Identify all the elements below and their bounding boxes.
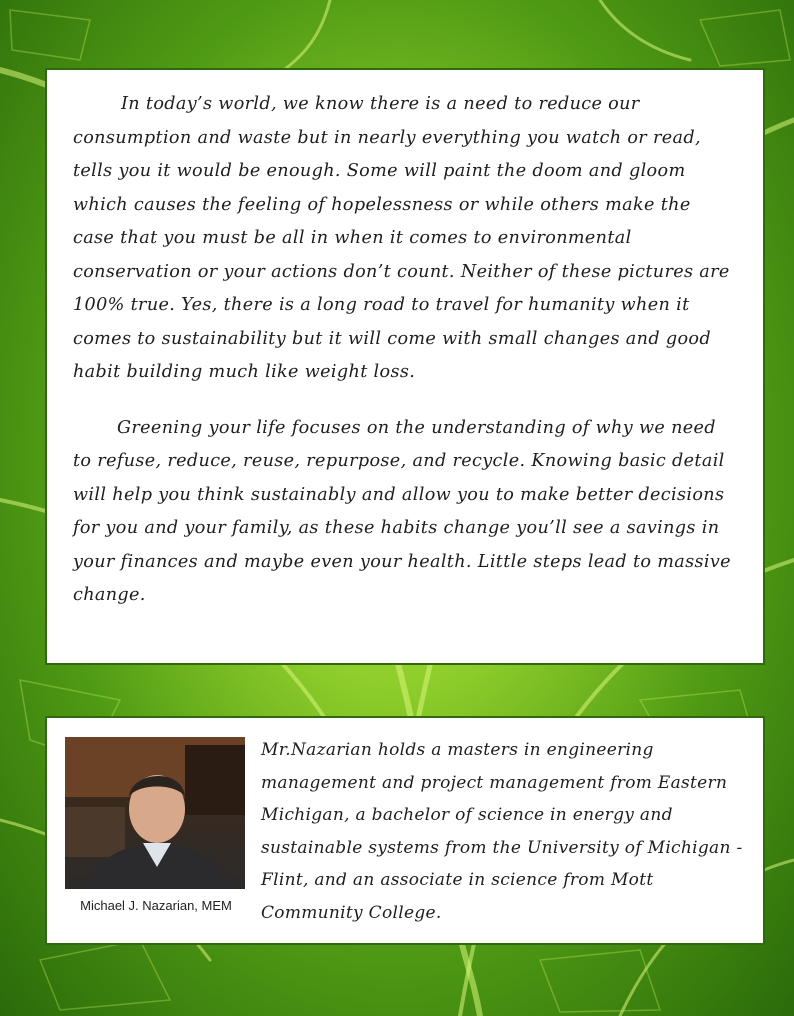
intro-paragraph: Greening your life focuses on the understanding of why we need to refuse, reduce, reuse, repurpose, and recycle. Knowing basic detail will help you think sustainably and allow you to make better decisions for you and your family, as these habits change you’ll see a savings in your finances and maybe even your health. Little steps lead to massive change. <box>73 417 731 605</box>
author-bio-card <box>45 716 765 945</box>
author-photo-caption: Michael J. Nazarian, MEM <box>80 898 232 913</box>
intro-card <box>45 68 765 665</box>
author-photo <box>65 737 245 889</box>
author-bio-text: Mr.Nazarian holds a masters in engineering management and project management from Eastern Michigan, a bachelor of science in energy and sustainable systems from the University of Michigan - Flint, and an associate in science from Mott Community College. <box>261 740 743 923</box>
intro-paragraph: In today’s world, we know there is a need to reduce our consumption and waste but in nearly everything you watch or read, tells you it would be enough. Some will paint the doom and gloom which causes the feeling of hopelessness or while others make the case that you must be all in when it comes to environmental conservation or your actions don’t count. Neither of these pictures are 100% true. Yes, there is a long road to travel for humanity when it comes to sustainability but it will come with small changes and good habit building much like weight loss. <box>73 94 730 382</box>
